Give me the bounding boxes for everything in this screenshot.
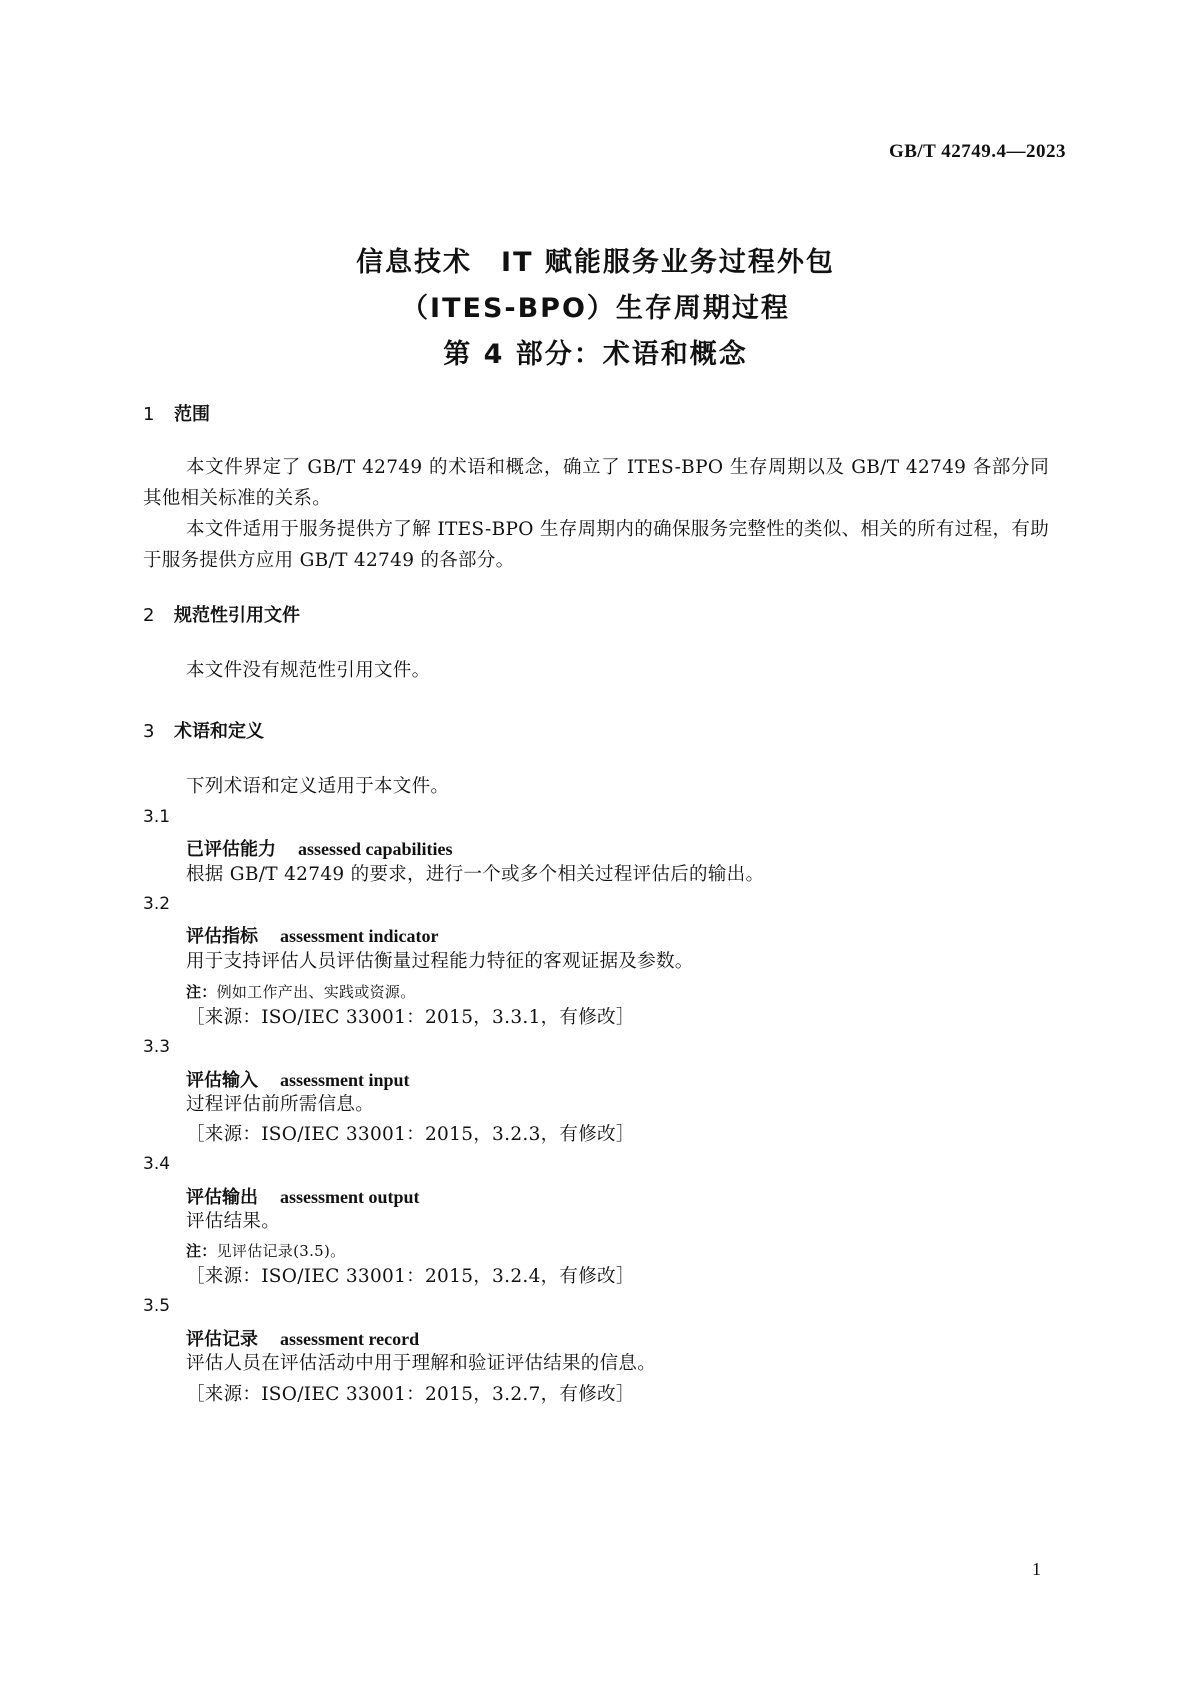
title-line-1: 信息技术 IT 赋能服务业务过程外包 bbox=[356, 247, 835, 278]
scope-paragraph-1: 本文件界定了 GB/T 42749 的术语和概念，确立了 ITES-BPO 生存周期以及 GB/T 42749 各部分同其他相关标准的关系。 bbox=[143, 457, 1049, 509]
term-zh: 评估输出 bbox=[186, 1187, 258, 1208]
section-number: 3 bbox=[143, 721, 155, 742]
term-en: assessed capabilities bbox=[298, 839, 453, 859]
title-line-3: 第 4 部分：术语和概念 bbox=[443, 339, 748, 370]
section-number: 1 bbox=[143, 404, 155, 425]
clause-number: 3.4 bbox=[143, 1154, 171, 1174]
note-text: 例如工作产出、实践或资源。 bbox=[216, 983, 416, 1001]
note-label: 注： bbox=[186, 983, 217, 1001]
term-en: assessment record bbox=[280, 1329, 420, 1349]
title-line-2: （ITES-BPO）生存周期过程 bbox=[401, 293, 790, 324]
term-heading bbox=[186, 1066, 410, 1092]
term-source: ［来源：ISO/IEC 33001：2015，3.2.7，有修改］ bbox=[186, 1384, 635, 1405]
term-definition: 评估人员在评估活动中用于理解和验证评估结果的信息。 bbox=[186, 1353, 657, 1374]
section-title: 术语和定义 bbox=[174, 721, 264, 742]
term-heading bbox=[186, 1325, 419, 1351]
term-definition: 用于支持评估人员评估衡量过程能力特征的客观证据及参数。 bbox=[186, 951, 694, 972]
clause-number: 3.1 bbox=[143, 807, 171, 827]
term-note bbox=[186, 981, 416, 1002]
term-zh: 评估输入 bbox=[186, 1070, 258, 1091]
scope-paragraph-2: 本文件适用于服务提供方了解 ITES-BPO 生存周期内的确保服务完整性的类似、相关的所有过程，有助于服务提供方应用 GB/T 42749 的各部分。 bbox=[143, 519, 1049, 571]
term-source: ［来源：ISO/IEC 33001：2015，3.2.4，有修改］ bbox=[186, 1266, 635, 1287]
note-text: 见评估记录(3.5)。 bbox=[216, 1242, 346, 1260]
term-zh: 已评估能力 bbox=[186, 839, 276, 860]
term-source: ［来源：ISO/IEC 33001：2015，3.3.1，有修改］ bbox=[186, 1007, 635, 1028]
clause-number: 3.5 bbox=[143, 1296, 171, 1316]
term-heading bbox=[186, 835, 453, 861]
note-label: 注： bbox=[186, 1242, 217, 1260]
term-definition: 根据 GB/T 42749 的要求，进行一个或多个相关过程评估后的输出。 bbox=[186, 864, 765, 885]
term-definition: 评估结果。 bbox=[186, 1211, 281, 1232]
section-number: 2 bbox=[143, 605, 155, 626]
term-definition: 过程评估前所需信息。 bbox=[186, 1094, 375, 1115]
term-heading bbox=[186, 1183, 420, 1209]
terms-intro-paragraph: 下列术语和定义适用于本文件。 bbox=[186, 776, 450, 797]
term-zh: 评估指标 bbox=[186, 926, 258, 947]
clause-number: 3.3 bbox=[143, 1037, 171, 1057]
term-zh: 评估记录 bbox=[186, 1329, 258, 1350]
section-heading-terms bbox=[143, 717, 264, 743]
section-heading-scope bbox=[143, 400, 210, 426]
normative-references-paragraph: 本文件没有规范性引用文件。 bbox=[186, 660, 431, 681]
term-note bbox=[186, 1240, 345, 1261]
section-title: 范围 bbox=[174, 404, 210, 425]
term-heading bbox=[186, 922, 439, 948]
term-en: assessment indicator bbox=[280, 926, 439, 946]
term-en: assessment input bbox=[280, 1070, 410, 1090]
clause-number: 3.2 bbox=[143, 894, 171, 914]
standard-number: GB/T 42749.4—2023 bbox=[888, 141, 1066, 162]
term-en: assessment output bbox=[280, 1187, 420, 1207]
document-title bbox=[0, 240, 1191, 378]
section-heading-normative-references bbox=[143, 601, 300, 627]
section-title: 规范性引用文件 bbox=[174, 605, 300, 626]
page-number: 1 bbox=[1032, 1559, 1041, 1579]
term-source: ［来源：ISO/IEC 33001：2015，3.2.3，有修改］ bbox=[186, 1124, 635, 1145]
